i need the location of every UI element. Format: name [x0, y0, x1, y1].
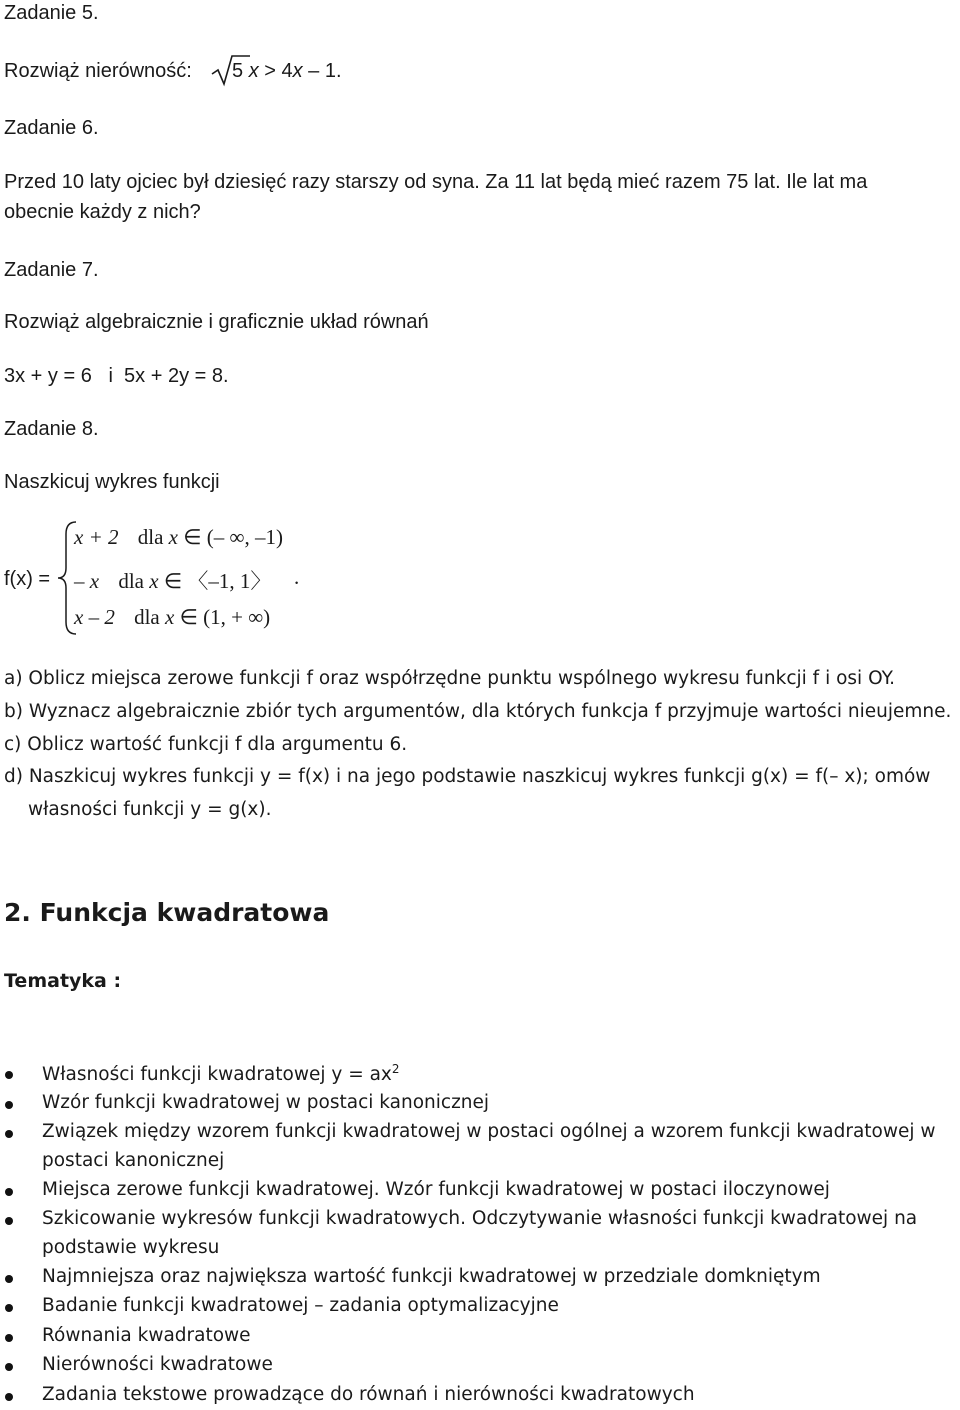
topic-item: Wzór funkcji kwadratowej w postaci kanonicznej [42, 1092, 490, 1113]
piece-1 [74, 525, 283, 550]
topic-item: Zadania tekstowe prowadzące do równań i nierówności kwadratowych [42, 1384, 695, 1405]
piece-3-expr: x – 2 [74, 605, 115, 629]
bullet-icon [5, 1188, 13, 1196]
piece-1-expr: x + 2 [74, 525, 119, 549]
inequality-part: > 4 [258, 60, 293, 82]
piece-3-x: x [164, 605, 175, 629]
bullet-icon [5, 1304, 13, 1312]
piece-3-interval: ∈ (1, + ∞) [179, 605, 271, 629]
piece-2-dla: dla [118, 569, 144, 593]
bullet-icon [5, 1071, 13, 1079]
topic-item: Szkicowanie wykresów funkcji kwadratowych. Odczytywanie własności funkcji kwadratowej na [42, 1208, 918, 1229]
topic-item: Najmniejsza oraz największa wartość funkcji kwadratowej w przedziale domkniętym [42, 1266, 821, 1287]
piece-2-interval: ∈ 〈–1, 1〉 [163, 569, 272, 593]
piece-2-expr: – x [74, 569, 100, 593]
topic-item: Związek między wzorem funkcji kwadratowej w postaci ogólnej a wzorem funkcji kwadratowej w [42, 1121, 936, 1142]
superscript: 2 [391, 1062, 400, 1076]
task-6-heading: Zadanie 6. [4, 117, 99, 139]
topic-item [42, 1062, 400, 1085]
task-5-inequality [232, 60, 342, 83]
var-x: x [248, 60, 259, 82]
piece-2 [74, 565, 271, 595]
piece-1-dla: dla [137, 525, 164, 549]
task-5-text [4, 60, 192, 83]
task-8-intro: Naszkicuj wykres funkcji [4, 471, 220, 493]
piece-1-x: x [168, 525, 178, 549]
task-8-heading: Zadanie 8. [4, 418, 99, 440]
topic-item: Nierówności kwadratowe [42, 1354, 273, 1375]
topic-text: Własności funkcji kwadratowej y = ax [42, 1064, 392, 1086]
task-7-heading: Zadanie 7. [4, 259, 99, 281]
task-5-heading: Zadanie 5. [4, 2, 99, 24]
topic-item: Równania kwadratowe [42, 1325, 251, 1346]
piece-3-dla: dla [134, 605, 160, 629]
task-6-line-1: Przed 10 laty ojciec był dziesięć razy starszy od syna. Za 11 lat będą mieć razem 75 lat. Ile lat ma [4, 171, 868, 193]
bullet-icon [5, 1363, 13, 1371]
inequality-part: – 1. [302, 60, 342, 82]
piece-period: . [294, 565, 300, 589]
section-title: 2. Funkcja kwadratowa [4, 898, 330, 927]
bullet-icon [5, 1393, 13, 1401]
function-label: f(x) = [4, 568, 51, 590]
task-7-line-1: Rozwiąż algebraicznie i graficznie układ równań [4, 311, 429, 333]
topic-item: Badanie funkcji kwadratowej – zadania optymalizacyjne [42, 1295, 559, 1316]
section-subtitle: Tematyka : [4, 970, 122, 992]
piece-3 [74, 605, 270, 630]
task-6-line-2: obecnie każdy z nich? [4, 201, 201, 223]
var-x: x [292, 60, 303, 82]
bullet-icon [5, 1275, 13, 1283]
topic-item-continued: podstawie wykresu [42, 1237, 220, 1258]
topic-item-continued: postaci kanonicznej [42, 1150, 225, 1171]
task-8-d-line-1: d) Naszkicuj wykres funkcji y = f(x) i na jego podstawie naszkicuj wykres funkcji g(x) = f(– x); omów [4, 766, 931, 787]
piece-2-x: x [149, 569, 159, 593]
task-8-b: b) Wyznacz algebraicznie zbiór tych argumentów, dla których funkcja f przyjmuje wartości nieujemne. [4, 701, 952, 722]
piece-1-interval: ∈ (– ∞, –1) [183, 525, 283, 549]
bullet-icon [5, 1217, 13, 1225]
topic-item: Miejsca zerowe funkcji kwadratowej. Wzór funkcji kwadratowej w postaci iloczynowej [42, 1179, 830, 1200]
bullet-icon [5, 1101, 13, 1109]
task-8-a: a) Oblicz miejsca zerowe funkcji f oraz współrzędne punktu wspólnego wykresu funkcji f i osi OY. [4, 668, 896, 689]
bullet-icon [5, 1130, 13, 1138]
sqrt-argument: 5 [232, 60, 244, 82]
bullet-icon [5, 1334, 13, 1342]
task-5-prefix: Rozwiąż nierówność: [4, 60, 192, 82]
task-7-equations: 3x + y = 6 i 5x + 2y = 8. [4, 365, 229, 387]
task-8-d-line-2: własności funkcji y = g(x). [28, 799, 272, 820]
task-8-c: c) Oblicz wartość funkcji f dla argumentu 6. [4, 734, 408, 755]
